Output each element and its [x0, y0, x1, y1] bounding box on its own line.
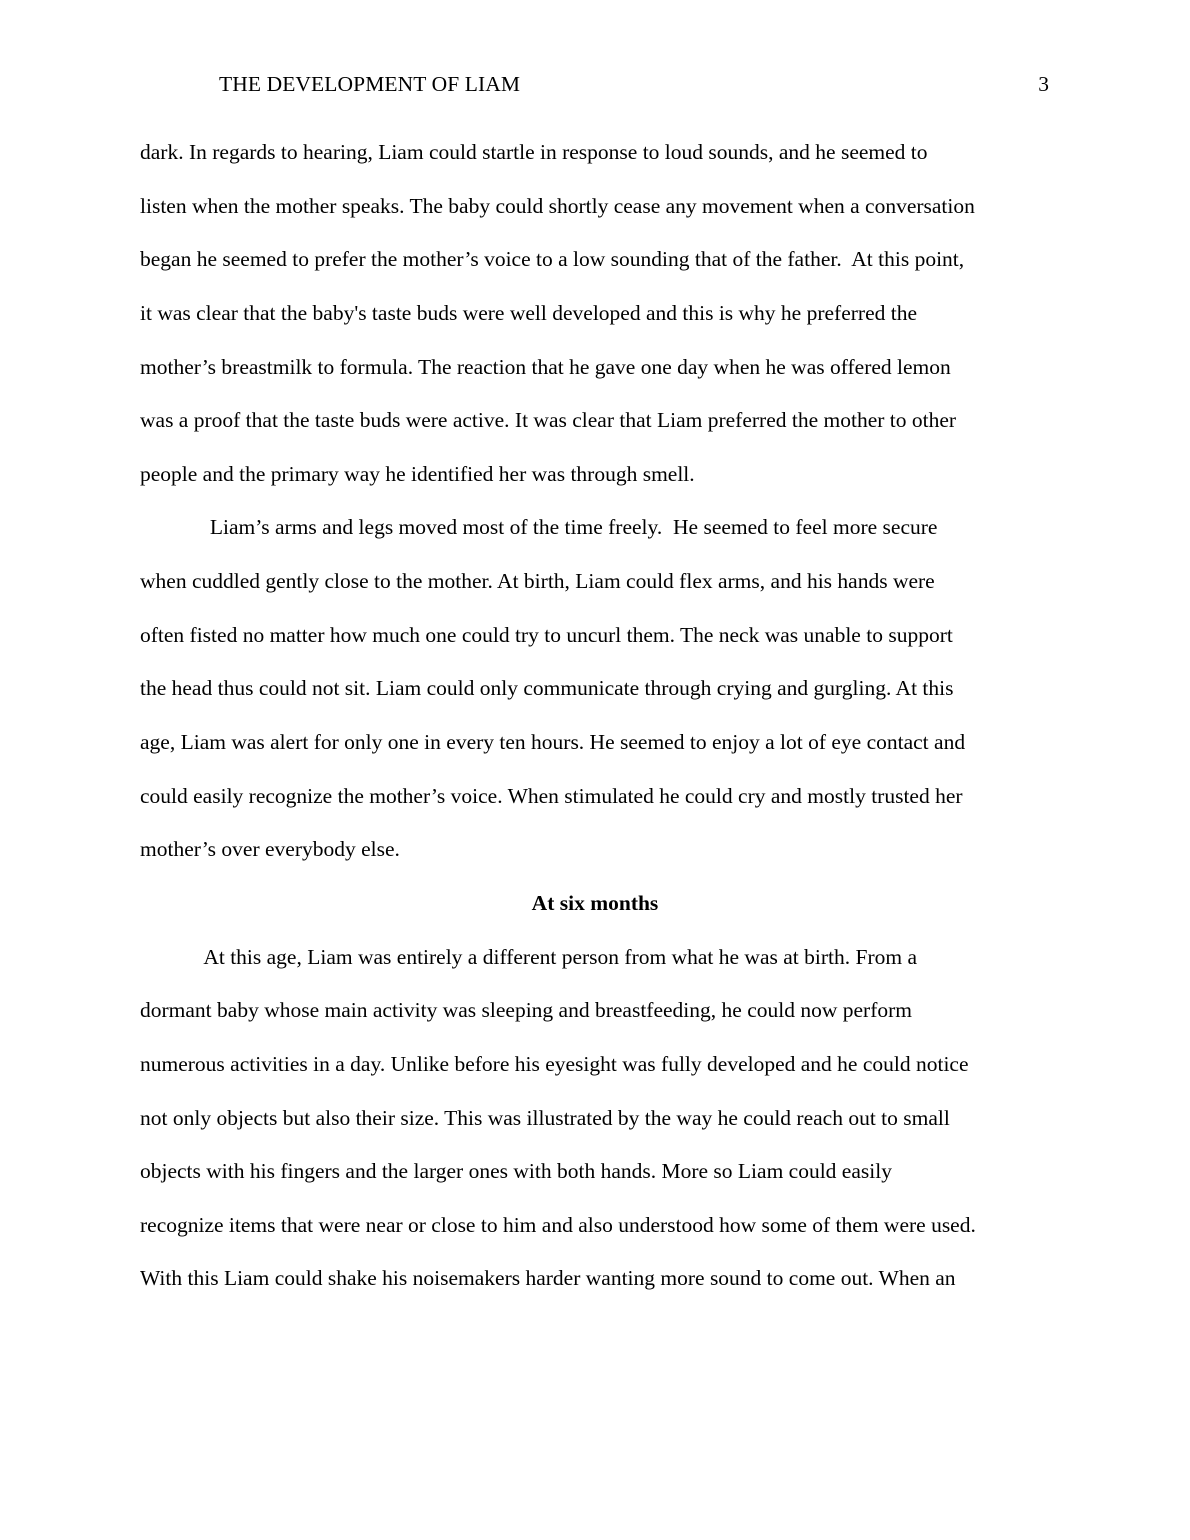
text-line: was a proof that the taste buds were active. It was clear that Liam preferred the mother to other [140, 408, 957, 433]
text-line: began he seemed to prefer the mother’s voice to a low sounding that of the father. At this point, [140, 247, 965, 272]
text-line: With this Liam could shake his noisemakers harder wanting more sound to come out. When an [140, 1266, 956, 1291]
text-line: listen when the mother speaks. The baby could shortly cease any movement when a conversation [140, 193, 975, 218]
text-line: when cuddled gently close to the mother. At birth, Liam could flex arms, and his hands were [140, 569, 935, 594]
text-line: people and the primary way he identified her was through smell. [140, 461, 695, 486]
paragraph-1 [140, 126, 1050, 501]
body-text [140, 126, 1050, 1306]
page-number: 3 [1038, 72, 1049, 96]
text-line: recognize items that were near or close to him and also understood how some of them were used. [140, 1212, 976, 1237]
paragraph-3 [140, 931, 1050, 1306]
text-line: mother’s breastmilk to formula. The reaction that he gave one day when he was offered lemon [140, 354, 951, 379]
text-line: the head thus could not sit. Liam could only communicate through crying and gurgling. At this [140, 676, 954, 701]
text-line: At this age, Liam was entirely a different person from what he was at birth. From a [140, 944, 917, 969]
text-line: dark. In regards to hearing, Liam could startle in response to loud sounds, and he seemed to [140, 140, 928, 164]
text-line: often fisted no matter how much one could try to uncurl them. The neck was unable to support [140, 622, 953, 647]
text-line: not only objects but also their size. This was illustrated by the way he could reach out to small [140, 1105, 950, 1130]
section-heading: At six months [531, 890, 659, 915]
running-head: THE DEVELOPMENT OF LIAM [219, 72, 521, 96]
text-line: it was clear that the baby's taste buds were well developed and this is why he preferred the [140, 300, 918, 325]
text-line: age, Liam was alert for only one in every ten hours. He seemed to enjoy a lot of eye contact and [140, 730, 966, 755]
text-line: numerous activities in a day. Unlike before his eyesight was fully developed and he could notice [140, 1051, 969, 1076]
text-line: Liam’s arms and legs moved most of the time freely. He seemed to feel more secure [140, 515, 938, 540]
paragraph-2 [140, 501, 1050, 876]
text-line: could easily recognize the mother’s voice. When stimulated he could cry and mostly trusted her [140, 783, 963, 808]
text-line: objects with his fingers and the larger ones with both hands. More so Liam could easily [140, 1159, 892, 1184]
text-line: mother’s over everybody else. [140, 837, 400, 862]
text-line: dormant baby whose main activity was sleeping and breastfeeding, he could now perform [140, 998, 912, 1023]
